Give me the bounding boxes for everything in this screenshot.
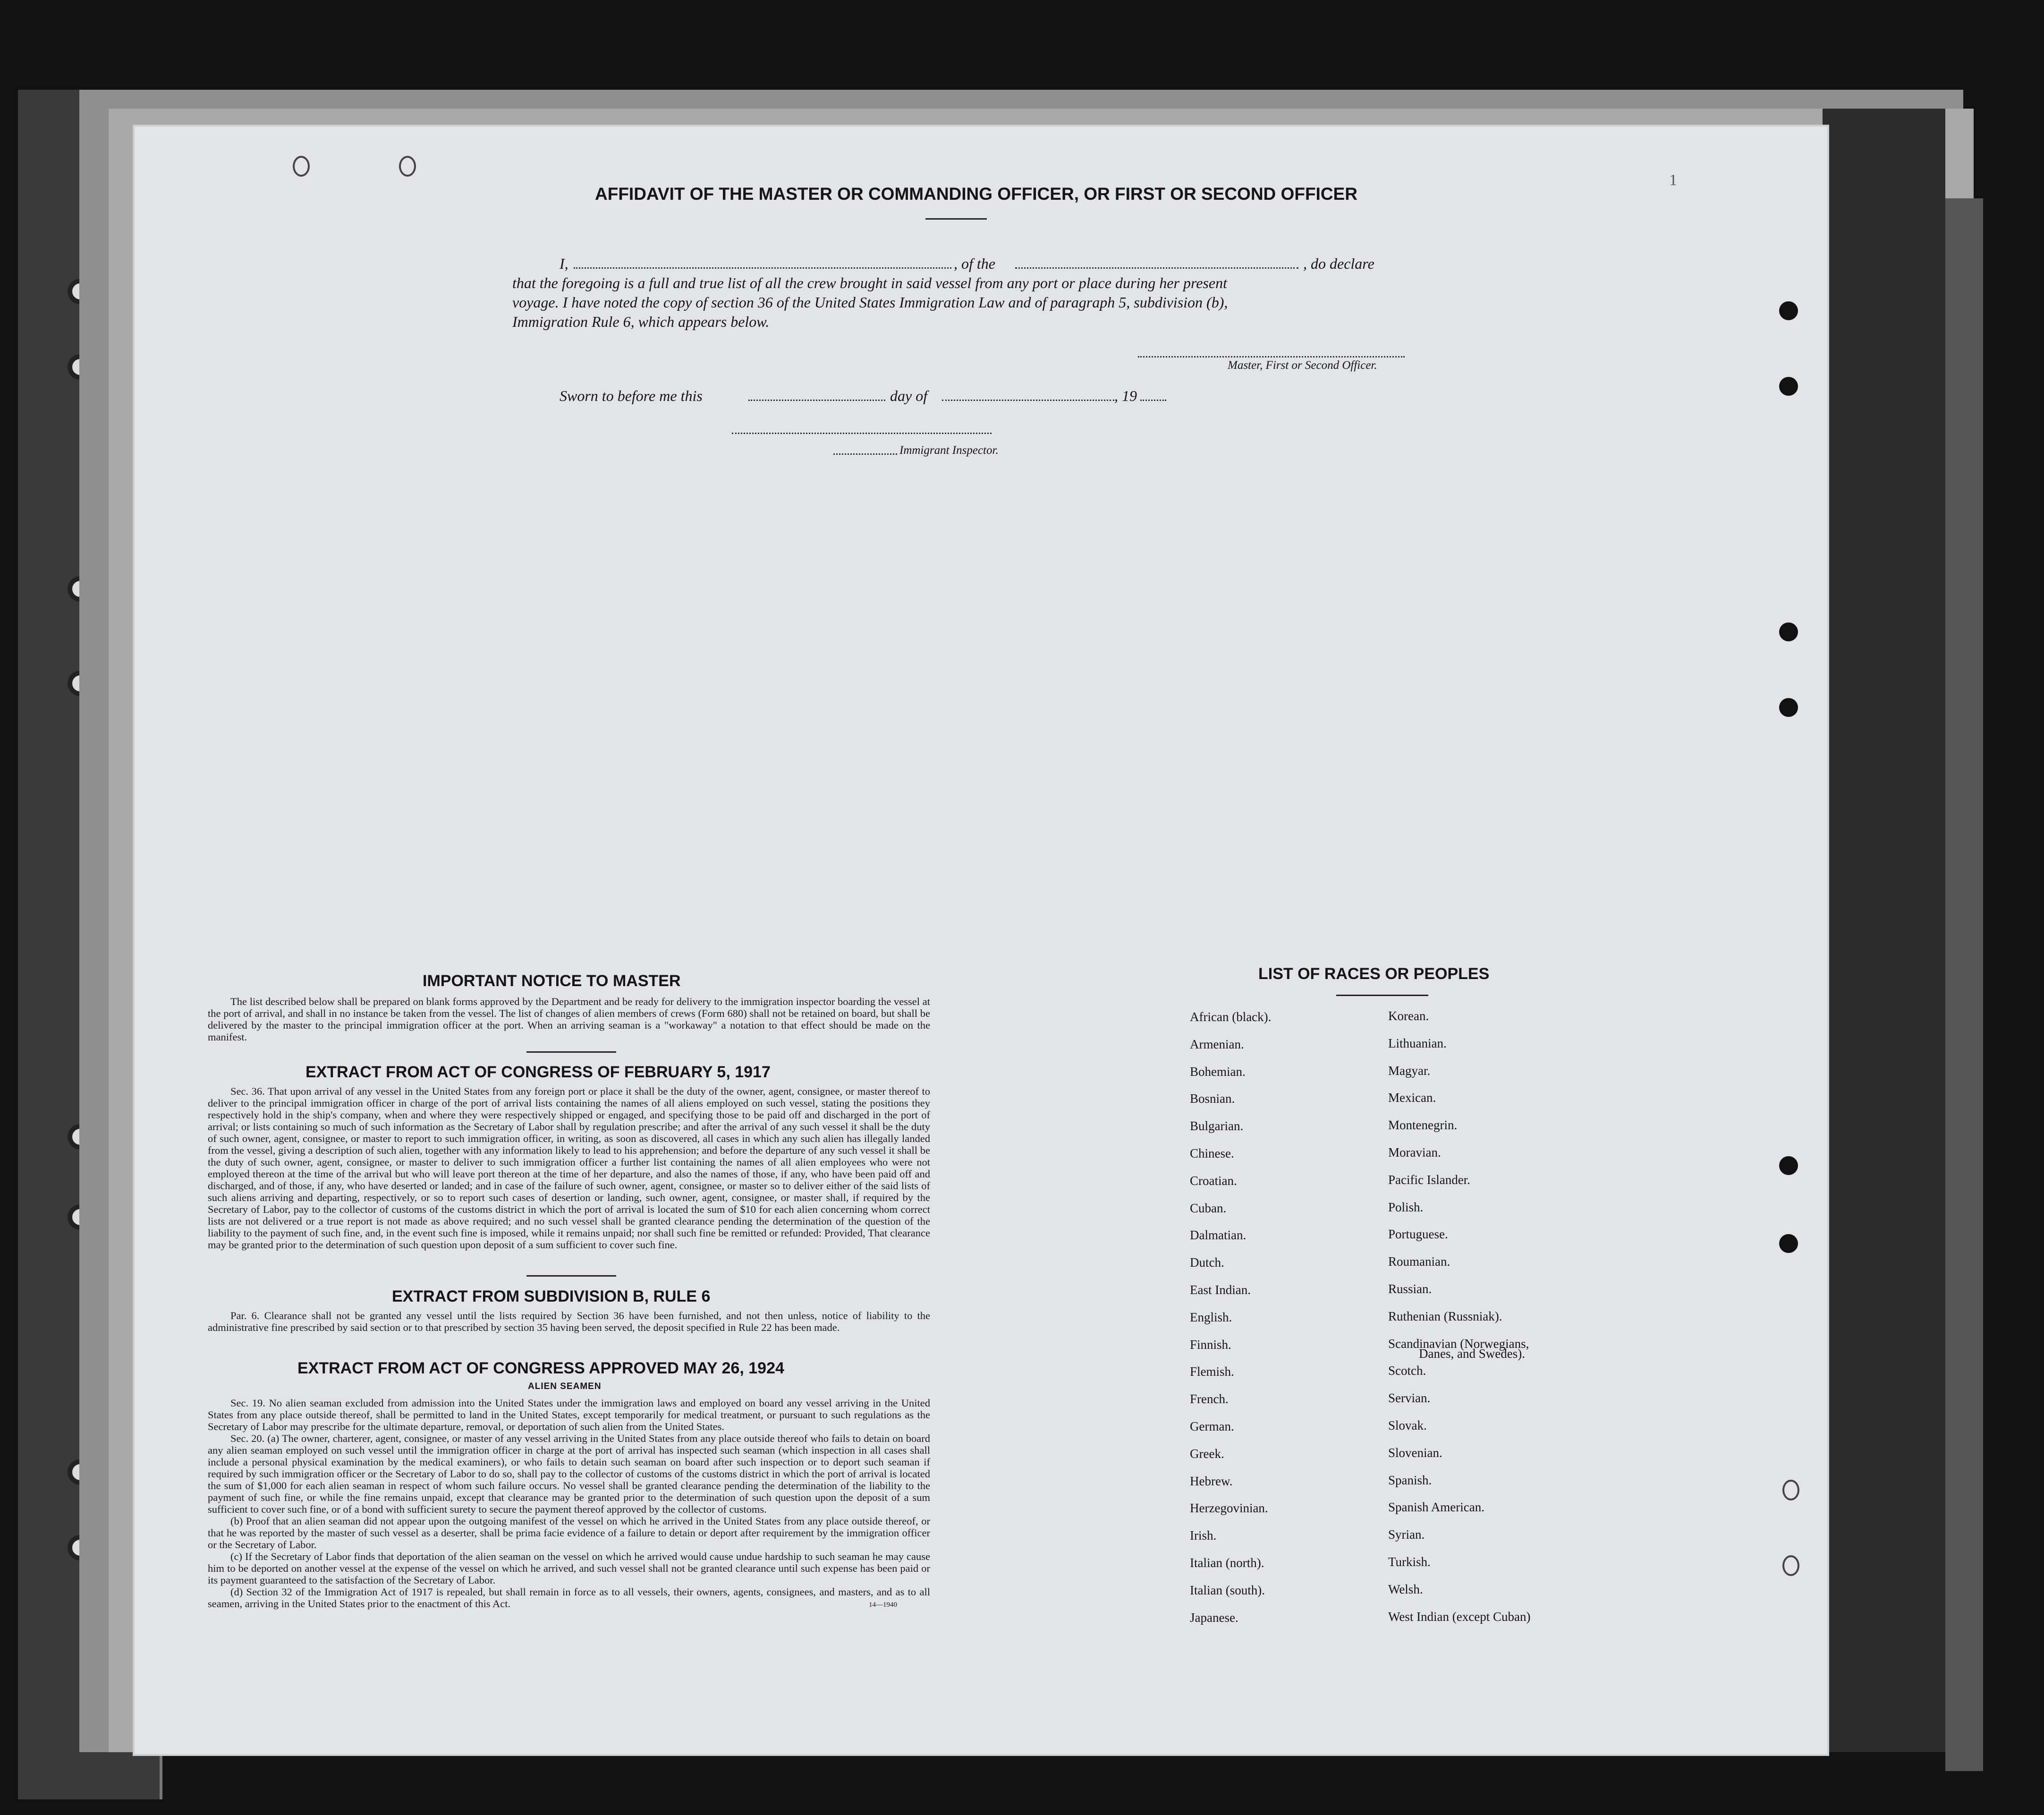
- race-item: Irish.: [1190, 1528, 1217, 1543]
- sec-20b-paragraph: (b) Proof that an alien seaman did not appear upon the outgoing manifest of the vessel on which he arrived in the United States from any place outside thereof, or that he was reported by the master of such vessel as a deserter, shall be prima facie evidence of a failure to detain or deport after requirement by the immigration officer or the Secretary of Labor.: [208, 1515, 930, 1551]
- affidavit-line3: voyage. I have noted the copy of section 36 of the United States Immigration Law and of paragraph 5, subdivision (b),: [512, 294, 1228, 311]
- sworn-day-of: day of: [890, 387, 928, 404]
- notice-body: [208, 996, 930, 1043]
- race-item: Slovak.: [1388, 1418, 1427, 1432]
- punch-hole: [1779, 1156, 1798, 1175]
- inspector-signature-line: [833, 453, 897, 455]
- notice-paragraph: The list described below shall be prepared on blank forms approved by the Department and be ready for delivery to the immigration inspector boarding the vessel at the port of arrival, and shall in no instance be taken from the vessel. The list of changes of alien members of crews (Form 680) shall not be retained on board, but shall be delivered by the master to the principal immigration officer at the port. When an arriving seaman is a "workaway" a notation to that effect should be made on the manifest.: [208, 996, 930, 1043]
- punch-hole: [1782, 1555, 1799, 1576]
- sec-20d-paragraph: (d) Section 32 of the Immigration Act of 1917 is repealed, but shall remain in force as to all vessels, their owners, agents, consignees, and masters, and as to all seamen, arriving in the United States prior to the enactment of this Act.: [208, 1586, 930, 1610]
- punch-hole: [1779, 698, 1798, 717]
- extract-1924-title: EXTRACT FROM ACT OF CONGRESS APPROVED MAY 26, 1924: [297, 1359, 784, 1377]
- race-item: English.: [1190, 1310, 1232, 1324]
- rule6-body: [208, 1310, 930, 1333]
- extract-1924-body: [208, 1397, 930, 1610]
- affidavit-line2: that the foregoing is a full and true list of all the crew brought in said vessel from any port or place during her present: [512, 274, 1227, 291]
- vessel-blank: [1015, 267, 1298, 269]
- race-item: Bulgarian.: [1190, 1119, 1244, 1133]
- affidavit-title: AFFIDAVIT OF THE MASTER OR COMMANDING OFFICER, OR FIRST OR SECOND OFFICER: [595, 184, 1357, 204]
- race-item: Ruthenian (Russniak).: [1388, 1309, 1502, 1323]
- race-item: Servian.: [1388, 1391, 1431, 1406]
- race-item: Russian.: [1388, 1282, 1432, 1296]
- sworn-year-blank: [1140, 400, 1166, 401]
- race-item: Armenian.: [1190, 1037, 1244, 1051]
- sec-36-paragraph: Sec. 36. That upon arrival of any vessel in the United States from any foreign port or place it shall be the duty of the owner, agent, consignee, or master thereof to deliver to the principal immigration officer in charge of the port of arrival lists containing the names of all aliens employed on such vessel, stating the positions they respectively hold in the ship's company, when and where they were respectively shipped or engaged, and specifying those to be paid off and discharged in the port of arrival; or lists containing so much of such information as the Secretary of Labor shall by regulation prescribe; and after the arrival of any such vessel it shall be the duty of such owner, agent, consignee, or master to report to such immigration officer, in writing, as soon as discovered, all cases in which any such alien has illegally landed from the vessel, giving a description of such alien, together with any information likely to lead to his apprehension; and before the departure of any such vessel it shall be the duty of such owner, agent, consignee, or master to deliver to such immigration officer a further list containing the names of all alien employees who were not employed thereon at the time of the arrival but who will leave port thereon at the time of her departure, and also the names of those, if any, who have been paid off and discharged, and of those, if any, who have deserted or landed; and in case of the failure of such owner, agent, consignee, or master so to deliver either of the said lists of such aliens arriving and departing, respectively, or so to report such cases of desertion or landing, such owner, agent, consignee, or master shall, if required by the Secretary of Labor, pay to the collector of customs of the customs district in which the port of arrival is located the sum of $10 for each alien concerning whom correct lists are not delivered or a true report is not made as above required; and no such vessel shall be granted clearance pending the determination of the question of the liability to the payment of such fine, and, in the event such fine is imposed, while it remains unpaid; nor shall such fine be remitted or refunded: Provided, That clearance may be granted prior to the determination of such question upon deposit of a sum sufficient to cover such fine.: [208, 1085, 930, 1251]
- sworn-day-blank: [748, 400, 885, 401]
- race-item: Spanish.: [1388, 1473, 1432, 1487]
- race-item: African (black).: [1190, 1010, 1272, 1024]
- page-edge-shadow: [1823, 109, 1945, 1752]
- race-item: Cuban.: [1190, 1201, 1227, 1215]
- race-item: East Indian.: [1190, 1283, 1251, 1297]
- affidavit-of-the: , of the: [954, 255, 995, 272]
- punch-hole: [1779, 377, 1798, 396]
- race-item: Pacific Islander.: [1388, 1172, 1470, 1187]
- affidavit-line4: Immigration Rule 6, which appears below.: [512, 313, 770, 330]
- race-item: Turkish.: [1388, 1555, 1431, 1569]
- form-number: 14—1940: [869, 1601, 897, 1609]
- race-item: Portuguese.: [1388, 1227, 1448, 1242]
- section-divider: [526, 1275, 616, 1277]
- sworn-year: , 19: [1114, 387, 1137, 404]
- races-divider: [1336, 995, 1428, 996]
- inspector-label: Immigrant Inspector.: [899, 444, 999, 457]
- affidavit-i: I,: [560, 255, 568, 272]
- name-blank: [574, 267, 951, 269]
- race-item: Herzegovinian.: [1190, 1501, 1268, 1516]
- race-item: German.: [1190, 1419, 1234, 1433]
- race-item: Korean.: [1388, 1009, 1429, 1023]
- race-item: Flemish.: [1190, 1364, 1234, 1379]
- race-item: Italian (south).: [1190, 1583, 1265, 1597]
- extract-1917-title: EXTRACT FROM ACT OF CONGRESS OF FEBRUARY 5, 1917: [305, 1063, 771, 1081]
- race-item: Finnish.: [1190, 1337, 1231, 1352]
- master-signature-label: Master, First or Second Officer.: [1228, 359, 1377, 372]
- race-item: Hebrew.: [1190, 1474, 1233, 1488]
- alien-seamen-subtitle: ALIEN SEAMEN: [528, 1381, 602, 1391]
- race-item: Montenegrin.: [1388, 1118, 1458, 1133]
- race-item: Greek.: [1190, 1446, 1224, 1461]
- race-item: Bosnian.: [1190, 1091, 1235, 1106]
- punch-hole: [1782, 1480, 1799, 1500]
- race-item: French.: [1190, 1392, 1229, 1406]
- inspector-signature-line: [732, 433, 992, 434]
- sworn-text: Sworn to before me this: [560, 387, 703, 404]
- margin-mark: 1: [1669, 171, 1677, 189]
- race-item: Moravian.: [1388, 1145, 1441, 1159]
- manifest-page: [135, 127, 1827, 1754]
- race-item: Spanish American.: [1388, 1500, 1484, 1515]
- races-title: LIST OF RACES OR PEOPLES: [1258, 965, 1490, 983]
- race-item: Mexican.: [1388, 1091, 1436, 1105]
- sec-20c-paragraph: (c) If the Secretary of Labor finds that deportation of the alien seaman on the vessel on which he arrived would cause undue hardship to such seaman he may cause him to be deported on another vessel at the expense of the vessel on which he arrived, and such vessel shall not be granted clearance until such expense has been paid or its payment guaranteed to the satisfaction of the Secretary of Labor.: [208, 1551, 930, 1586]
- race-item: Magyar.: [1388, 1063, 1431, 1078]
- punch-hole: [293, 156, 310, 177]
- sec-19-paragraph: Sec. 19. No alien seaman excluded from admission into the United States under the immigration laws and employed on board any vessel arriving in the United States from any place outside thereof, shall be permitted to land in the United States, except temporarily for medical treatment, or pursuant to such regulations as the Secretary of Labor may prescribe for the ultimate departure, removal, or deportation of such alien from the United States.: [208, 1397, 930, 1432]
- page-edge-shadow: [1945, 198, 1983, 1771]
- race-item: Chinese.: [1190, 1146, 1234, 1160]
- sworn-month-blank: [942, 400, 1114, 401]
- race-item: Polish.: [1388, 1200, 1424, 1214]
- punch-hole: [399, 156, 416, 177]
- punch-hole: [1779, 301, 1798, 320]
- extract-1917-body: [208, 1085, 930, 1251]
- race-item: Scotch.: [1388, 1363, 1426, 1378]
- rule6-title: EXTRACT FROM SUBDIVISION B, RULE 6: [392, 1287, 711, 1305]
- race-item: Welsh.: [1388, 1582, 1423, 1596]
- race-item: West Indian (except Cuban): [1388, 1609, 1531, 1624]
- race-item: Syrian.: [1388, 1527, 1425, 1542]
- punch-hole: [1779, 1234, 1798, 1253]
- race-item: Lithuanian.: [1388, 1036, 1447, 1050]
- race-item: Italian (north).: [1190, 1556, 1264, 1570]
- punch-hole: [1779, 622, 1798, 641]
- race-item: Roumanian.: [1388, 1254, 1450, 1269]
- race-item: Danes, and Swedes).: [1419, 1346, 1525, 1361]
- race-item: Bohemian.: [1190, 1064, 1246, 1079]
- master-signature-line: [1138, 356, 1405, 358]
- race-item: Croatian.: [1190, 1173, 1237, 1188]
- section-divider: [526, 1051, 616, 1053]
- race-item: Scandinavian (Norwegians,: [1388, 1336, 1529, 1351]
- title-divider: [925, 218, 987, 220]
- notice-title: IMPORTANT NOTICE TO MASTER: [423, 972, 681, 990]
- affidavit-do-declare: , do declare: [1303, 255, 1374, 272]
- race-item: Slovenian.: [1388, 1445, 1442, 1460]
- race-item: Dutch.: [1190, 1255, 1224, 1270]
- sec-20a-paragraph: Sec. 20. (a) The owner, charterer, agent, consignee, or master of any vessel arriving in the United States from any place outside thereof who fails to detain on board any alien seaman employed on such vessel until the immigration officer in charge at the port of arrival has inspected such seaman (which inspection in all cases shall include a personal physical examination by the medical examiners), or who fails to detain such seaman on board after such inspection or to deport such seaman if required by such immigration officer or the Secretary of Labor to do so, shall pay to the collector of customs of the customs district in which the port of arrival is located the sum of $1,000 for each alien seaman in respect of whom such failure occurs. No vessel shall be granted clearance pending the determination of the liability to the payment of such fine, or while the fine remains unpaid, except that clearance may be granted prior to the determination of such question upon the deposit of a sum sufficient to cover such fine, or of a bond with sufficient surety to secure the payment thereof approved by the collector of customs.: [208, 1432, 930, 1515]
- par-6-paragraph: Par. 6. Clearance shall not be granted any vessel until the lists required by Section 36 have been furnished, and not then unless, notice of liability to the administrative fine prescribed by said section or to that prescribed by section 35 having been served, the deposit specified in Rule 22 has been made.: [208, 1310, 930, 1333]
- race-item: Dalmatian.: [1190, 1228, 1247, 1243]
- race-item: Japanese.: [1190, 1610, 1238, 1625]
